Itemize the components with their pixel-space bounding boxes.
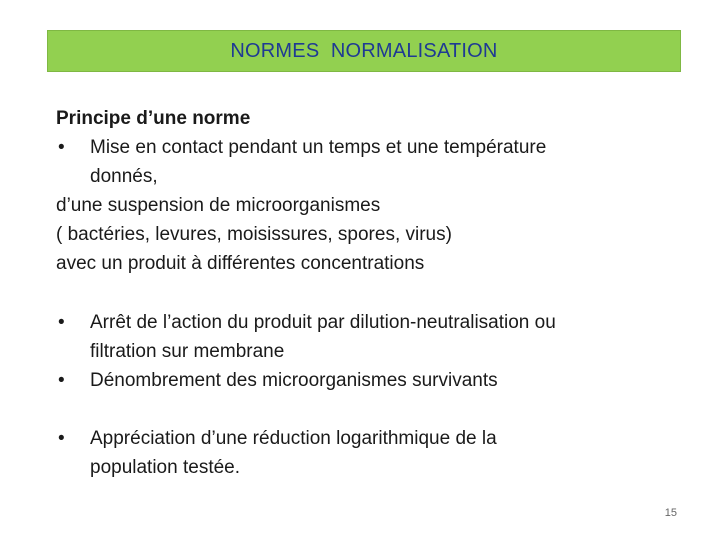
step-item [56, 366, 696, 395]
slide-title: NORMES NORMALISATION [230, 39, 498, 62]
step-item [56, 424, 696, 482]
intro-bullet [56, 133, 696, 191]
step-line: Arrêt de l’action du produit par dilution-neutralisation ou [90, 312, 556, 333]
intro-line: d’une suspension de microorganismes [56, 195, 381, 216]
intro-line: avec un produit à différentes concentrations [56, 253, 425, 274]
step-line: population testée. [90, 457, 241, 478]
step-item [56, 308, 696, 366]
bullet-icon: • [58, 137, 65, 158]
intro-bullet-line: donnés, [90, 166, 158, 187]
title-banner [47, 30, 681, 72]
bullet-icon: • [58, 312, 65, 333]
step-line: filtration sur membrane [90, 341, 285, 362]
slide-body [56, 104, 696, 482]
bullet-icon: • [58, 428, 65, 449]
page-number: 15 [664, 507, 677, 519]
intro-bullet-line: Mise en contact pendant un temps et une température [90, 137, 547, 158]
section-heading: Principe d’une norme [56, 108, 251, 129]
step-line: Appréciation d’une réduction logarithmique de la [90, 428, 497, 449]
intro-line: ( bactéries, levures, moisissures, spores, virus) [56, 224, 452, 245]
step-line: Dénombrement des microorganismes survivants [90, 370, 498, 391]
bullet-icon: • [58, 370, 65, 391]
